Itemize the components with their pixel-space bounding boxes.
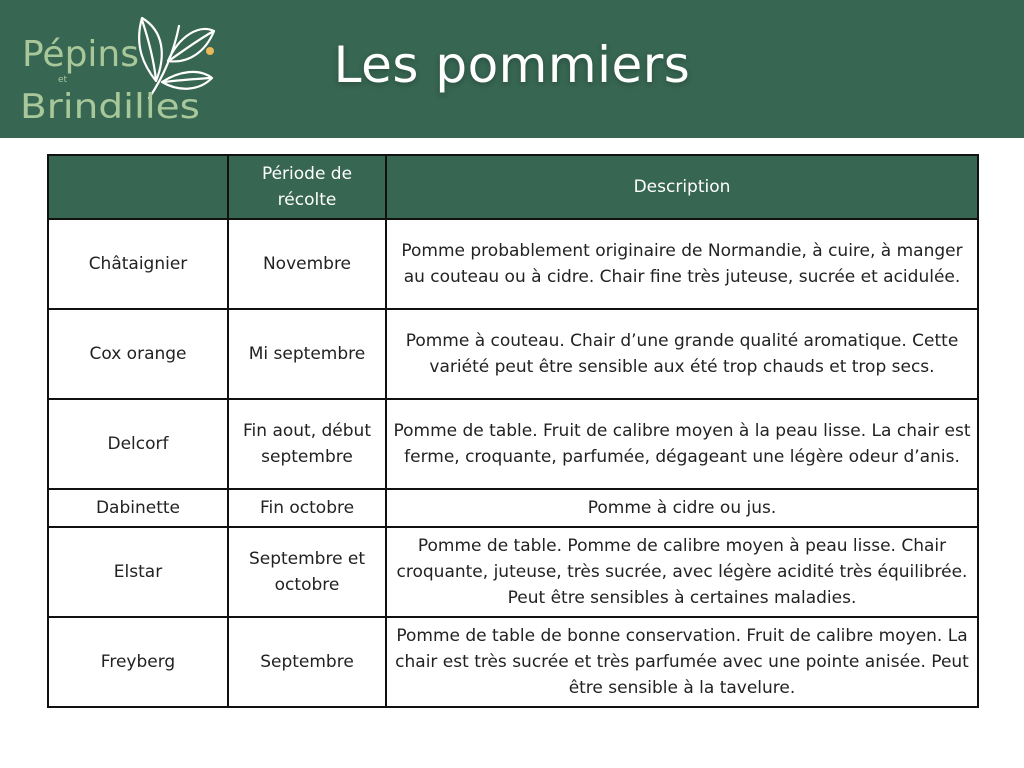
table-header-row [48, 155, 978, 219]
table-row [48, 399, 978, 489]
variety-cell: Cox orange [48, 309, 228, 399]
variety-cell: Châtaignier [48, 219, 228, 309]
variety-cell: Delcorf [48, 399, 228, 489]
page-title: Les pommiers [333, 36, 691, 94]
description-cell: Pomme de table. Fruit de calibre moyen à la peau lisse. La chair est ferme, croquante, parfumée, dégageant une légère odeur d’anis. [386, 399, 978, 489]
apple-varieties-table [47, 154, 979, 708]
table-row [48, 219, 978, 309]
description-cell: Pomme à cidre ou jus. [386, 489, 978, 527]
table-row [48, 617, 978, 707]
harvest-cell: Mi septembre [228, 309, 386, 399]
harvest-cell: Fin octobre [228, 489, 386, 527]
description-cell: Pomme probablement originaire de Normandie, à cuire, à manger au couteau ou à cidre. Chair fine très juteuse, sucrée et acidulée. [386, 219, 978, 309]
logo-connector: et [58, 75, 68, 85]
harvest-cell: Septembre et octobre [228, 527, 386, 617]
description-cell: Pomme de table de bonne conservation. Fruit de calibre moyen. La chair est très sucrée et très parfumée avec une pointe anisée. Peut être sensible à la tavelure. [386, 617, 978, 707]
logo-line2: Brindilles [20, 87, 200, 127]
logo-line1: Pépins [22, 34, 139, 75]
header-banner [0, 0, 1024, 138]
column-header-variety [48, 155, 228, 219]
variety-cell: Freyberg [48, 617, 228, 707]
harvest-cell: Fin aout, début septembre [228, 399, 386, 489]
table-row [48, 489, 978, 527]
variety-cell: Elstar [48, 527, 228, 617]
column-header-description: Description [386, 155, 978, 219]
variety-cell: Dabinette [48, 489, 228, 527]
harvest-cell: Novembre [228, 219, 386, 309]
description-cell: Pomme à couteau. Chair d’une grande qualité aromatique. Cette variété peut être sensible aux été trop chauds et trop secs. [386, 309, 978, 399]
description-cell: Pomme de table. Pomme de calibre moyen à peau lisse. Chair croquante, juteuse, très sucrée, avec légère acidité très équilibrée. Peut être sensibles à certaines maladies. [386, 527, 978, 617]
table-row [48, 527, 978, 617]
column-header-harvest-period: Période de récolte [228, 155, 386, 219]
harvest-cell: Septembre [228, 617, 386, 707]
table-row [48, 309, 978, 399]
